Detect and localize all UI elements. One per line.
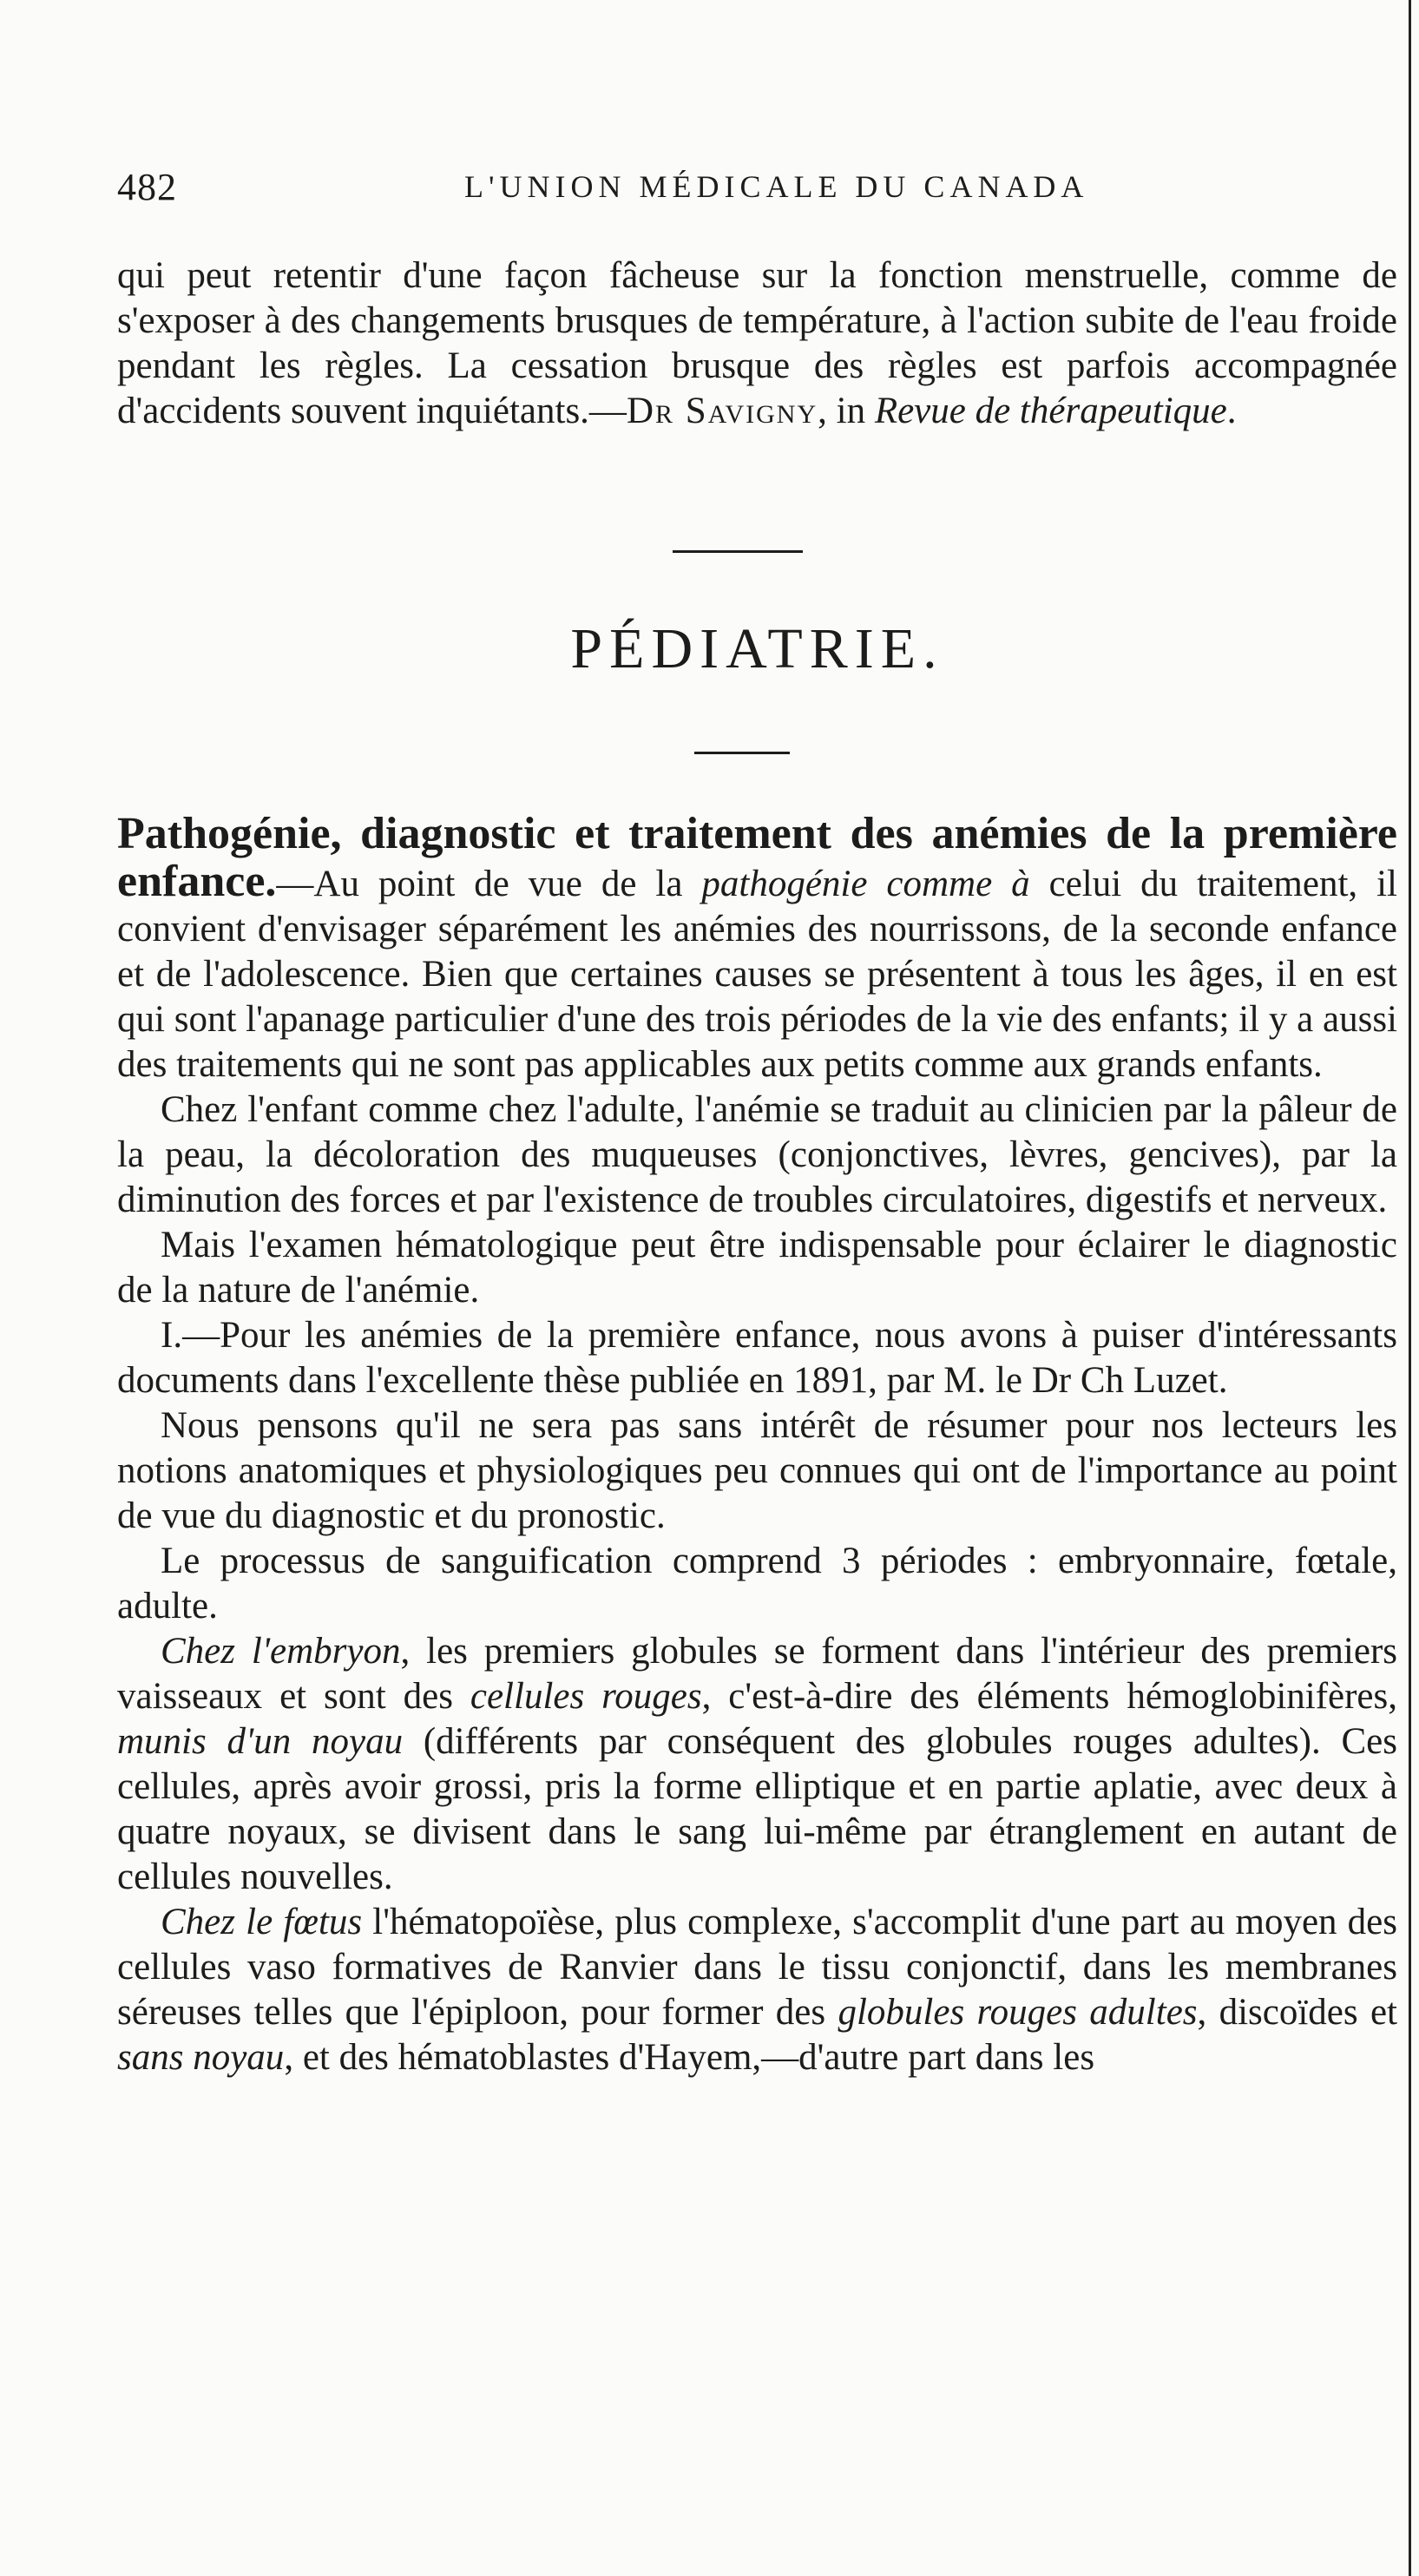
page-number: 482 <box>117 166 177 208</box>
source-title: Revue de thérapeutique <box>874 391 1227 431</box>
journal-title: L'UNION MÉDICALE DU CANADA <box>464 169 1089 204</box>
article-paragraph-5: Nous pensons qu'il ne sera pas sans intérêt de résumer pour nos lecteurs les notions anatomiques et physiologiques peu connues qui ont de l'importance au point de vue du diagnostic et du pronostic. <box>117 1405 1397 1536</box>
article-paragraph-8: Chez le fœtus l'hématopoïèse, plus complexe, s'accomplit d'une part au moyen des cellules vaso formatives de Ranvier dans le tissu conjonctif, dans les membranes séreuses telles que l'épiploon, pour former des globules rouges adultes, discoïdes et sans noyau, et des hématoblastes d'Hayem,—d'autre part dans les <box>117 1902 1397 2078</box>
article-paragraph-2: Chez l'enfant comme chez l'adulte, l'anémie se traduit au clinicien par la pâleur de la peau, la décoloration des muqueuses (conjonctives, lèvres, gencives), par la diminution des forces et par l'existence de troubles circulatoires, digestifs et nerveux. <box>117 1089 1397 1220</box>
article-title: Pathogénie, diagnostic et traitement des anémies de la première enfance. <box>117 809 1397 906</box>
article-paragraph-4: I.—Pour les anémies de la première enfance, nous avons à puiser d'intéressants documents dans l'excellente thèse publiée en 1891, par M. le Dr Ch Luzet. <box>117 1315 1397 1401</box>
intro-block <box>117 253 1397 434</box>
page-edge-line <box>1409 0 1411 2576</box>
author-name: Dr Savigny <box>626 391 818 431</box>
divider-top <box>673 550 803 553</box>
article-paragraph-6: Le processus de sanguification comprend 3 périodes : embryonnaire, fœtale, adulte. <box>117 1541 1397 1626</box>
article-paragraph-1: Pathogénie, diagnostic et traitement des anémies de la première enfance.—Au point de vue de la pathogénie comme à celui du traitement, il convient d'envisager séparément les anémies des nourrissons, de la seconde enfance et de l'adolescence. Bien que certaines causes se présentent à tous les âges, il en est qui sont l'apanage particulier d'une des trois périodes de la vie des enfants; il y a aussi des traitements qui ne sont pas applicables aux petits comme aux grands enfants. <box>117 809 1397 1085</box>
article-block <box>117 809 1398 2080</box>
section-title: PÉDIATRIE. <box>570 617 944 680</box>
article-paragraph-7: Chez l'embryon, les premiers globules se forment dans l'intérieur des premiers vaisseaux et sont des cellules rouges, c'est-à-dire des éléments hémoglobinifères, munis d'un noyau (différents par conséquent des globules rouges adultes). Ces cellules, après avoir grossi, pris la forme elliptique et en partie aplatie, avec deux à quatre noyaux, se divisent dans le sang lui-même par étranglement en autant de cellules nouvelles. <box>117 1631 1398 1897</box>
divider-bottom <box>694 752 790 754</box>
article-paragraph-3: Mais l'examen hématologique peut être indispensable pour éclairer le diagnostic de la nature de l'anémie. <box>117 1225 1397 1311</box>
intro-paragraph: qui peut retentir d'une façon fâcheuse sur la fonction menstruelle, comme de s'exposer à des changements brusques de température, à l'action subite de l'eau froide pendant les règles. La cessation brusque des règles est parfois accompagnée d'accidents souvent inquiétants.—Dr Savigny, in Revue de thérapeutique. <box>117 255 1397 431</box>
